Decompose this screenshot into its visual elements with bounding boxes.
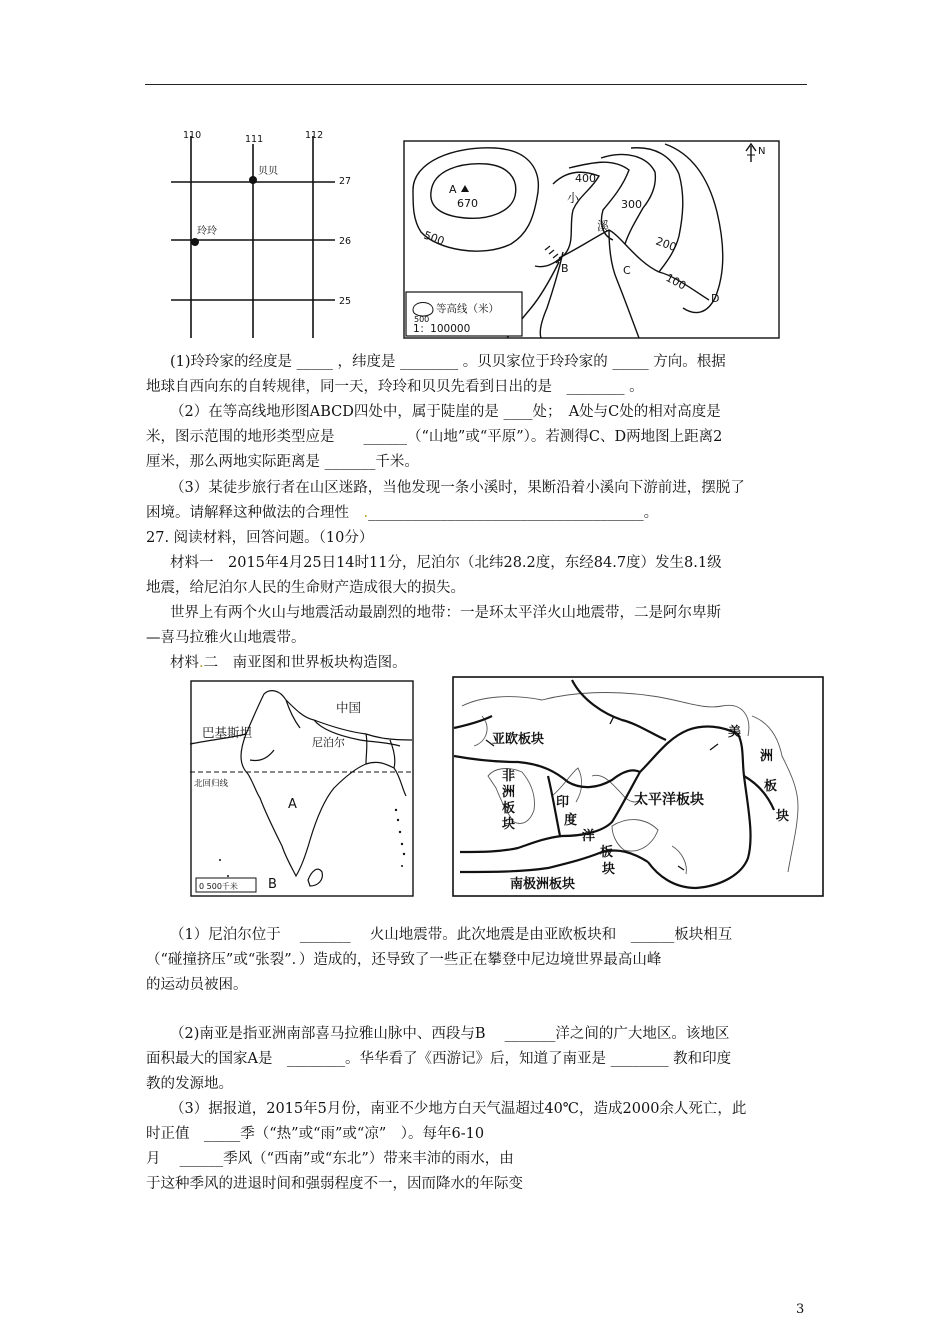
indo-plate-char: 板 [600, 845, 614, 860]
q1-line-1: (1)玲玲家的经度是 _____ ，纬度是 ________ 。贝贝家位于玲玲家的 _____ 方向。根据 [170, 354, 726, 370]
p3-line-4: 于这种季风的进退时间和强弱程度不一，因而降水的年际变 [146, 1176, 523, 1192]
q2-line-1: （2）在等高线地形图ABCD四处中，属于陡崖的是 ____处； A处与C处的相对高度是 [170, 404, 721, 420]
p3-line-2: 时正值 _____季（“热”或“雨”或“凉” ）。每年6-10 [146, 1126, 485, 1142]
africa-plate-char: 块 [502, 817, 516, 832]
point-c-label: C [623, 264, 631, 277]
beibei-label: 贝贝 [258, 166, 278, 177]
lon-label: 112 [305, 130, 324, 141]
lingling-label: 玲玲 [197, 226, 217, 237]
indo-plate-char: 块 [602, 862, 616, 877]
indo-plate-char: 印 [556, 795, 570, 810]
p1-line-1: （1）尼泊尔位于 _______ 火山地震带。此次地震是由亚欧板块和 ______板块相互 [170, 927, 733, 943]
point-d-label: D [711, 292, 720, 305]
south-asia-map-figure [190, 680, 414, 898]
q1-line-2: 地球自西向东的自转规律，同一天，玲玲和贝贝先看到日出的是 ________ 。 [146, 379, 644, 395]
north-arrow-icon [746, 144, 756, 162]
p3-line-1: （3）据报道，2015年5月份，南亚不少地方白天气温超过40℃，造成2000余人死亡，此 [170, 1101, 747, 1117]
africa-plate-char: 非 [502, 769, 516, 784]
contour-label: 400 [575, 172, 596, 185]
indo-plate-char: 度 [564, 813, 578, 828]
peak-label: A [449, 183, 457, 196]
contour-label: 100 [663, 271, 689, 293]
material-1-line-3: 世界上有两个火山与地震活动最剧烈的地带：一是环太平洋火山地震带，二是阿尔卑斯 [170, 605, 721, 621]
q3-line-1: （3）某徒步旅行者在山区迷路，当他发现一条小溪时，果断沿着小溪向下游前进，摆脱了 [170, 480, 745, 496]
america-plate-char: 洲 [760, 749, 774, 764]
p1-line-3: 的运动员被困。 [146, 977, 248, 993]
lat-label: 26 [339, 236, 352, 247]
q27-title: 27. 阅读材料，回答问题。（10分） [146, 530, 374, 546]
lat-label: 25 [339, 296, 352, 307]
nepal-label: 尼泊尔 [312, 736, 345, 749]
q3-line-2-text: 困境。请解释这种做法的合理性 [146, 505, 364, 521]
pakistan-label: 巴基斯坦 [202, 725, 253, 740]
legend-sample: 500 [414, 315, 430, 324]
lon-label: 110 [183, 130, 202, 141]
america-plate-char: 美 [728, 725, 742, 740]
ocean-b-label: B [268, 877, 277, 892]
q3-answer-blank: ______________________________________。 [368, 505, 659, 521]
world-plates-map-figure [452, 676, 825, 898]
p2-line-1: （2)南亚是指亚洲南部喜马拉雅山脉中、西段与B _______洋之间的广大地区。该地区 [170, 1026, 730, 1042]
material-1-line-4: —喜马拉雅火山地震带。 [146, 630, 306, 646]
material-2-dot: . [199, 655, 204, 671]
contour-label: 500 [421, 228, 447, 249]
china-label: 中国 [336, 700, 362, 715]
indo-plate-char: 洋 [582, 829, 596, 844]
america-plate-char: 板 [764, 779, 778, 794]
q3-dot: . [363, 505, 369, 521]
material-1-line-2: 地震，给尼泊尔人民的生命财产造成很大的损失。 [146, 580, 465, 596]
lon-label: 111 [245, 134, 264, 145]
header-rule [145, 84, 807, 85]
country-a-label: A [288, 797, 297, 812]
material-2-prefix: 材料 [170, 655, 199, 671]
point-b-label: B [561, 262, 569, 275]
material-1-line-1: 材料一 2015年4月25日14时11分，尼泊尔（北纬28.2度，东经84.7度）发生8.1级 [170, 555, 722, 571]
eurasia-plate-label: 亚欧板块 [492, 732, 545, 747]
p2-line-2: 面积最大的国家A是 ________。华华看了《西游记》后，知道了南亚是 ________ 教和印度 [146, 1051, 732, 1067]
lat-long-grid-figure [165, 126, 360, 340]
p1-line-2: （“碰撞挤压”或“张裂”．）造成的，还导致了一些正在攀登中尼边境世界最高山峰 [146, 952, 662, 968]
p2-line-3: 教的发源地。 [146, 1076, 233, 1092]
map-scale: 1：100000 [413, 323, 471, 335]
antarctic-plate-label: 南极洲板块 [510, 877, 576, 892]
material-2-text: 二 南亚图和世界板块构造图。 [203, 655, 407, 671]
africa-plate-char: 洲 [502, 785, 516, 800]
pacific-plate-label: 太平洋板块 [634, 792, 704, 808]
lat-label: 27 [339, 176, 352, 187]
q2-line-2: 米，图示范围的地形类型应是 ______（“山地”或“平原”）。若测得C、D两地图上距离2 [146, 429, 723, 445]
q2-line-3: 厘米，那么两地实际距离是 _______千米。 [146, 454, 419, 470]
stream-label: 小 [567, 191, 580, 205]
map-scale: 0 500千米 [199, 882, 238, 891]
stream-label: 溪 [597, 219, 610, 233]
contour-label: 200 [653, 234, 679, 255]
page-number: 3 [796, 1302, 805, 1317]
contour-label: 300 [621, 198, 642, 211]
peak-elevation: 670 [457, 197, 478, 210]
legend-text: 等高线（米） [436, 303, 499, 315]
material-2-line [170, 653, 407, 673]
q3-line-2 [146, 503, 658, 523]
america-plate-char: 块 [776, 809, 790, 824]
p3-line-3: 月 ______季风（“西南”或“东北”）带来丰沛的雨水，由 [146, 1151, 514, 1167]
tropic-label: 北回归线 [194, 779, 229, 789]
contour-map-figure [403, 140, 781, 340]
africa-plate-char: 板 [502, 801, 516, 816]
north-label: N [758, 146, 766, 157]
